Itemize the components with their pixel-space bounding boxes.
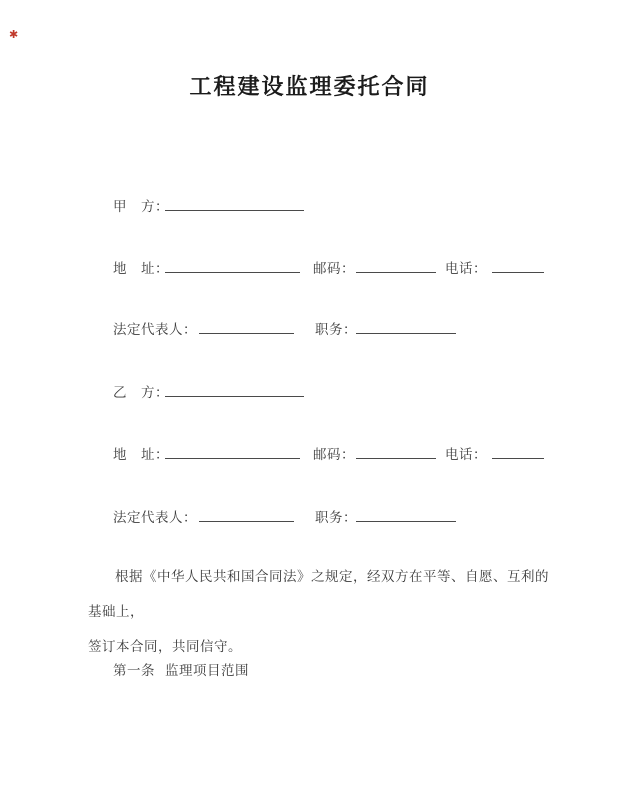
position-a-label: 职务： (315, 322, 357, 337)
article-1-number: 第一条 (113, 663, 155, 678)
red-corner-mark-icon: ✱ (9, 29, 19, 41)
postcode-b-label: 邮码： (313, 447, 355, 462)
legal-rep-b-fill-line (199, 506, 294, 522)
phone-a-fill-line (492, 257, 544, 273)
legal-rep-a-fill-line (199, 318, 294, 334)
intro-paragraph-line-1: 根据《中华人民共和国合同法》之规定，经双方在平等、自愿、互利的基础上， (88, 569, 549, 619)
position-a-fill-line (356, 318, 456, 334)
postcode-a-label: 邮码： (313, 261, 355, 276)
postcode-a-fill-line (356, 257, 436, 273)
article-1-title: 监理项目范围 (165, 663, 249, 678)
party-a-fill-line (165, 195, 304, 211)
intro-paragraph-line-2: 签订本合同，共同信守。 (88, 639, 242, 654)
party-b-row (0, 381, 619, 401)
article-1-heading (113, 659, 249, 679)
address-a-label: 地 址： (113, 261, 169, 276)
phone-b-label: 电话： (445, 447, 487, 462)
party-a-address-row (0, 257, 619, 277)
postcode-b-fill-line (356, 443, 436, 459)
address-a-fill-line (165, 257, 300, 273)
position-b-fill-line (356, 506, 456, 522)
phone-b-fill-line (492, 443, 544, 459)
document-title: 工程建设监理委托合同 (189, 74, 430, 99)
party-b-label: 乙 方： (113, 385, 169, 400)
party-b-address-row (0, 443, 619, 463)
legal-rep-b-label: 法定代表人： (113, 510, 197, 525)
party-b-legal-rep-row (0, 506, 619, 526)
party-a-legal-rep-row (0, 318, 619, 338)
address-b-label: 地 址： (113, 447, 169, 462)
address-b-fill-line (165, 443, 300, 459)
phone-a-label: 电话： (445, 261, 487, 276)
intro-paragraph (88, 559, 550, 664)
legal-rep-a-label: 法定代表人： (113, 322, 197, 337)
party-b-fill-line (165, 381, 304, 397)
party-a-row (0, 195, 619, 215)
party-a-label: 甲 方： (113, 199, 169, 214)
position-b-label: 职务： (315, 510, 357, 525)
